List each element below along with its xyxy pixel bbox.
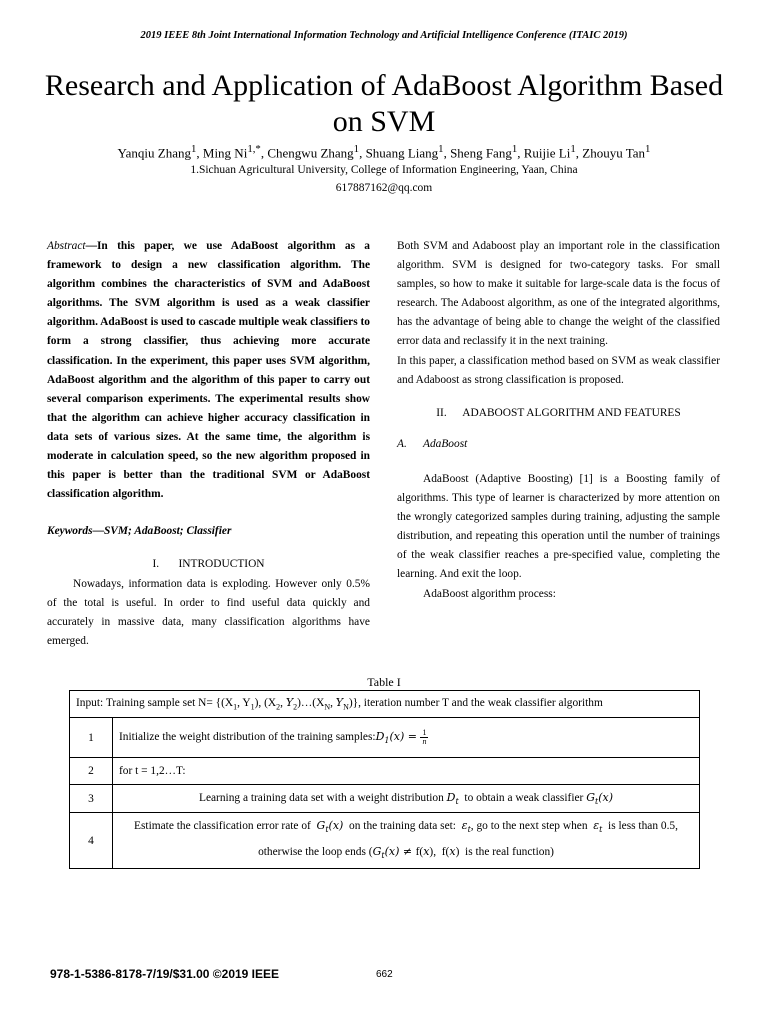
- author-list: Yanqiu Zhang$^1$, Ming $Ni^{1,*}$, Chengwu Zhang$^1$, Shuang Liang$^1$, Sheng Fang$^1$, Ruijie Li$^1$, Zhouyu Tan$^1$: [117, 143, 651, 161]
- row-number: 2: [70, 758, 113, 785]
- table-row: [70, 718, 700, 758]
- table-row: [70, 785, 700, 813]
- subsection-heading: [397, 435, 720, 454]
- isbn-copyright: 978-1-5386-8178-7/19/$31.00 ©2019 IEEE: [50, 967, 280, 981]
- row-number: 4: [70, 813, 113, 869]
- affiliation: 1.Sichuan Agricultural University, College of Information Engineering, Yaan, China: [190, 164, 578, 176]
- keywords: Keywords—SVM; AdaBoost; Classifier: [47, 525, 232, 538]
- algorithm-table: [69, 690, 700, 869]
- abstract-text: —In this paper, we use AdaBoost algorithm as a framework to design a new classification algorithm. The algorithm combines the characteristics of SVM and AdaBoost algorithms. The SVM algorithm is used as a weak classifier algorithm. AdaBoost is used to cascade multiple weak classifiers to form a strong classifier, thus achieving more accurate classification. In the experiment, this paper uses SVM algorithm, AdaBoost algorithm and the algorithm of this paper to carry out several comparison experiments. The experimental results show that the algorithm can achieve higher accuracy classification in data sets of various sizes. At the same time, the algorithm is moderate in calculation speed, so the new algorithm proposed in this paper is better than the traditional SVM or AdaBoost classification algorithm.: [47, 240, 370, 501]
- input-cell: Input: Training sample set $N= \{(X_1$, $Y_1$), ($X_2$, $Y_2)\dots(X_N$, $Y_N$)}, iteration number T and the weak classifier algorithm: [70, 691, 700, 718]
- left-column: [47, 237, 370, 651]
- section-title: INTRODUCTION: [178, 558, 265, 571]
- contact-email: 617887162@qq.com: [335, 182, 433, 194]
- table-row: [70, 691, 700, 718]
- weight-formula: $D_1(x)$ =: [375, 730, 421, 746]
- subsection-number: A.: [397, 437, 407, 450]
- conference-header: 2019 IEEE 8th Joint International Information Technology and Artificial Intelligence Conference (ITAIC 2019): [140, 30, 628, 41]
- row-number: 3: [70, 785, 113, 813]
- table-row: [70, 758, 700, 785]
- section-number: I.: [152, 558, 160, 571]
- table-caption: Table I: [367, 675, 401, 689]
- row-text: Learning a training data set with a weight distribution $D_t$ to obtain a weak classifier $G_t(x)$: [113, 785, 700, 813]
- row-text: for t = 1,2…T:: [113, 758, 700, 785]
- row-text: Estimate the classification error rate of $G_t(x)$ on the training data set: $\varepsilon_t$, go to the next step when $\varepsilon_t$ is less than 0.5, otherwise the loop ends ($G_t(x) \ne f(x)$, f(x) is the real function): [113, 813, 700, 869]
- paper-title: Research and Application of AdaBoost Algorithm Based on SVM: [44, 69, 724, 138]
- introduction-paragraph: Nowadays, information data is exploding. However only 0.5% of the total is useful. In order to find useful data quickly and accurately in massive data, many classification algorithms have emerged.: [47, 577, 370, 647]
- section-heading-introduction: [47, 555, 370, 574]
- page-number: 662: [376, 969, 393, 980]
- paragraph-algorithm-process: AdaBoost algorithm process:: [423, 587, 556, 600]
- paragraph-svm-adaboost: Both SVM and Adaboost play an important role in the classification algorithm. SVM is designed for two-category tasks. For small samples, so how to make it suitable for large-scale data is the focus of research. The Adaboost algorithm, as one of the integrated algorithms, has the advantage of being able to change the weight of the classified error data and reclassify it in the next training.: [397, 240, 720, 348]
- table-row: [70, 813, 700, 869]
- paragraph-adaboost-description: AdaBoost (Adaptive Boosting) [1] is a Boosting family of algorithms. This type of learner is characterized by more attention on the wrongly categorized samples during training, adjusting the sample distribution, and repeating this operation until the number of trainings of the weak classifier reaches a pre-specified value, completing the learning. And exit the loop.: [397, 472, 720, 581]
- section-title: ADABOOST ALGORITHM AND FEATURES: [462, 406, 681, 419]
- abstract: [47, 237, 370, 504]
- row-text: [113, 718, 700, 758]
- section-heading-adaboost: [397, 404, 720, 423]
- section-number: II.: [436, 406, 447, 419]
- subsection-title: AdaBoost: [423, 437, 468, 450]
- fraction: $\frac{1}{n}$: [422, 728, 427, 746]
- row-number: 1: [70, 718, 113, 758]
- paragraph-proposal: In this paper, a classification method based on SVM as weak classifier and Adaboost as strong classification is proposed.: [397, 354, 720, 386]
- abstract-label: Abstract: [47, 240, 86, 252]
- right-column: [397, 237, 720, 604]
- row-text-content: Initialize the weight distribution of the training samples:: [119, 731, 376, 744]
